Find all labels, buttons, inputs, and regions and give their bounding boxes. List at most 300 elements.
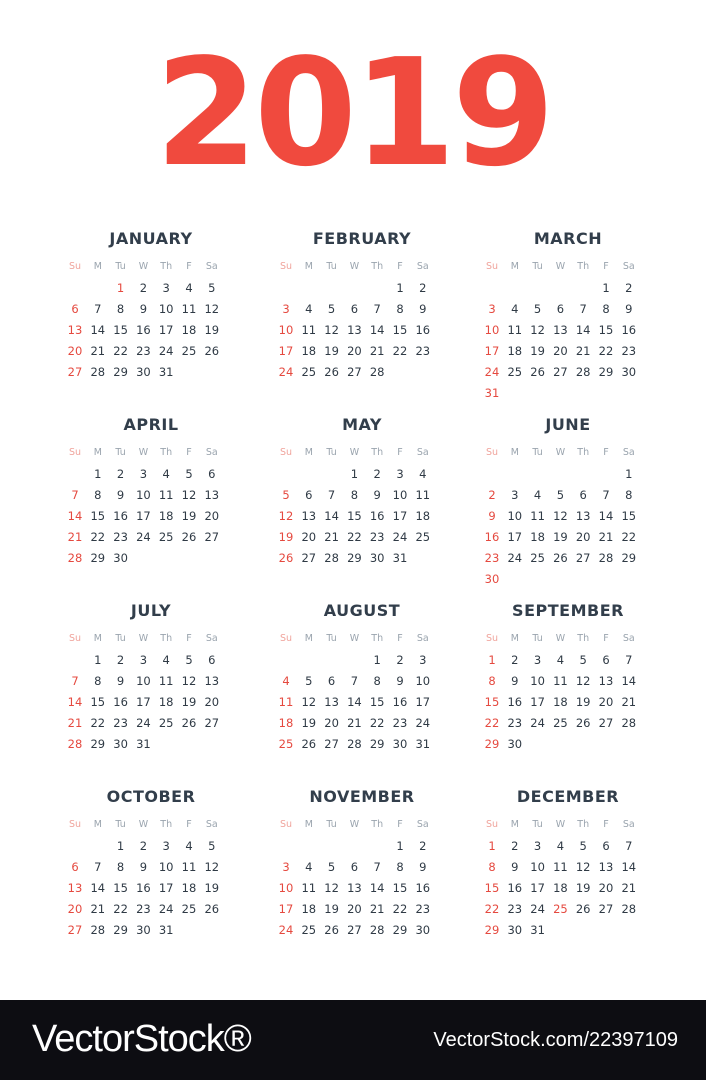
- day-cell: 1: [116, 281, 125, 295]
- day-cell: 13: [204, 488, 220, 502]
- weekday-header: M: [304, 261, 313, 272]
- weekday-header: Su: [68, 819, 82, 830]
- day-cell: 29: [598, 365, 614, 379]
- weekday-header: M: [510, 633, 519, 644]
- day-cell: 22: [113, 902, 128, 916]
- day-cell: 14: [369, 323, 385, 337]
- month-6: [484, 412, 649, 608]
- weekday-header: Th: [577, 447, 590, 458]
- day-cell: 19: [530, 344, 545, 358]
- day-cell: 25: [158, 530, 174, 544]
- day-cell: 6: [71, 860, 79, 874]
- day-cell: 15: [484, 695, 500, 709]
- day-cell: 30: [113, 551, 128, 565]
- day-cell: 19: [301, 716, 317, 730]
- day-cell: 20: [553, 344, 568, 358]
- day-cell: 4: [533, 488, 542, 502]
- day-cell: 5: [185, 653, 193, 667]
- weekday-header: Su: [485, 261, 499, 272]
- day-cell: 12: [181, 488, 197, 502]
- day-cell: 14: [67, 509, 83, 523]
- day-grid: [278, 810, 443, 980]
- weekday-header: F: [603, 633, 609, 644]
- month-7: [67, 598, 232, 794]
- weekday-header: Su: [485, 819, 499, 830]
- weekday-header: M: [93, 447, 102, 458]
- weekday-header: Sa: [622, 633, 635, 644]
- day-cell: 26: [301, 737, 317, 751]
- month-name: FEBRUARY: [312, 229, 412, 248]
- weekday-header: Su: [485, 447, 499, 458]
- day-cell: 2: [419, 839, 427, 853]
- day-cell: 15: [347, 509, 362, 523]
- day-cell: 4: [162, 467, 170, 481]
- weekday-header: Su: [279, 261, 293, 272]
- day-cell: 8: [373, 674, 381, 688]
- day-cell: 19: [204, 881, 220, 895]
- day-cell: 7: [373, 302, 381, 316]
- day-cell: 17: [158, 323, 174, 337]
- day-cell: 4: [511, 302, 519, 316]
- day-cell: 3: [533, 653, 542, 667]
- month-4: [67, 412, 232, 608]
- day-cell: 1: [94, 467, 102, 481]
- month-12: [484, 784, 649, 980]
- day-cell: 1: [625, 467, 633, 481]
- day-cell: 12: [324, 881, 339, 895]
- day-cell: 9: [511, 674, 519, 688]
- day-cell: 10: [278, 323, 294, 337]
- weekday-header: Tu: [115, 819, 126, 830]
- day-cell: 23: [369, 530, 385, 544]
- day-cell: 13: [324, 695, 339, 709]
- day-cell: 24: [278, 923, 294, 937]
- day-cell: 17: [158, 881, 174, 895]
- weekday-header: W: [555, 633, 566, 644]
- day-cell: 21: [324, 530, 339, 544]
- weekday-header: Th: [371, 447, 384, 458]
- day-cell: 11: [415, 488, 431, 502]
- day-cell: 13: [347, 881, 362, 895]
- day-cell: 29: [347, 551, 362, 565]
- day-cell: 28: [575, 365, 591, 379]
- day-cell: 16: [136, 323, 151, 337]
- weekday-header: Sa: [205, 261, 218, 272]
- month-name: JUNE: [545, 415, 591, 434]
- day-cell: 21: [369, 344, 385, 358]
- day-cell: 27: [324, 737, 339, 751]
- day-cell: 28: [347, 737, 362, 751]
- day-cell: 25: [301, 923, 317, 937]
- weekday-header: Tu: [115, 261, 126, 272]
- day-grid: [278, 252, 443, 422]
- weekday-header: Th: [371, 819, 384, 830]
- weekday-header: W: [349, 261, 360, 272]
- day-cell: 27: [67, 923, 83, 937]
- day-cell: 19: [278, 530, 294, 544]
- weekday-header: M: [93, 633, 102, 644]
- day-cell: 7: [350, 674, 359, 688]
- weekday-header: Th: [577, 819, 590, 830]
- day-cell: 9: [116, 488, 125, 502]
- day-cell: 19: [181, 509, 197, 523]
- weekday-header: Sa: [416, 633, 429, 644]
- day-cell: 16: [507, 881, 523, 895]
- day-cell: 7: [94, 860, 102, 874]
- day-cell: 18: [181, 881, 197, 895]
- day-cell: 2: [625, 281, 633, 295]
- month-name: MARCH: [533, 229, 603, 248]
- day-cell: 15: [621, 509, 637, 523]
- day-cell: 7: [71, 674, 79, 688]
- day-cell: 29: [113, 923, 128, 937]
- weekday-header: Sa: [205, 633, 218, 644]
- day-cell: 19: [324, 344, 339, 358]
- day-cell: 8: [602, 302, 610, 316]
- day-cell: 22: [392, 902, 408, 916]
- day-cell: 25: [553, 716, 568, 730]
- day-cell: 5: [208, 281, 216, 295]
- weekday-header: W: [349, 633, 360, 644]
- day-cell: 26: [553, 551, 568, 565]
- day-cell: 13: [301, 509, 317, 523]
- day-cell: 1: [396, 839, 404, 853]
- day-cell: 14: [90, 323, 106, 337]
- day-cell: 28: [369, 923, 385, 937]
- day-cell: 28: [621, 902, 637, 916]
- day-cell: 23: [507, 902, 523, 916]
- day-cell: 15: [369, 695, 385, 709]
- day-cell: 7: [71, 488, 79, 502]
- weekday-header: Th: [577, 633, 590, 644]
- day-cell: 10: [392, 488, 408, 502]
- day-cell: 11: [181, 302, 197, 316]
- day-cell: 7: [625, 839, 633, 853]
- day-cell: 9: [419, 860, 427, 874]
- day-cell: 3: [396, 467, 404, 481]
- day-cell: 16: [484, 530, 500, 544]
- day-cell: 25: [158, 716, 174, 730]
- day-cell: 22: [484, 902, 500, 916]
- day-cell: 5: [185, 467, 193, 481]
- day-cell: 23: [113, 530, 128, 544]
- day-cell: 6: [602, 839, 610, 853]
- day-cell: 16: [415, 881, 431, 895]
- day-cell: 12: [553, 509, 568, 523]
- day-cell: 11: [181, 860, 197, 874]
- day-cell: 1: [488, 653, 496, 667]
- day-cell: 8: [116, 302, 125, 316]
- day-cell: 10: [484, 323, 500, 337]
- month-name: NOVEMBER: [309, 787, 415, 806]
- day-cell: 6: [350, 302, 359, 316]
- day-cell: 1: [396, 281, 404, 295]
- month-name: OCTOBER: [106, 787, 196, 806]
- day-cell: 3: [139, 467, 148, 481]
- day-cell: 31: [136, 737, 151, 751]
- day-cell: 21: [347, 716, 362, 730]
- day-cell: 24: [484, 365, 500, 379]
- day-cell: 12: [204, 860, 220, 874]
- day-cell: 26: [324, 365, 339, 379]
- day-cell: 25: [415, 530, 431, 544]
- day-cell: 17: [530, 695, 545, 709]
- weekday-header: W: [555, 819, 566, 830]
- day-cell: 29: [484, 737, 500, 751]
- day-cell: 27: [598, 902, 614, 916]
- day-cell: 14: [324, 509, 339, 523]
- day-cell: 28: [67, 551, 83, 565]
- day-cell: 16: [415, 323, 431, 337]
- day-cell: 18: [507, 344, 523, 358]
- weekday-header: M: [93, 819, 102, 830]
- day-cell: 14: [621, 674, 637, 688]
- month-name: AUGUST: [323, 601, 401, 620]
- day-cell: 9: [116, 674, 125, 688]
- day-cell: 18: [301, 902, 317, 916]
- day-cell: 22: [369, 716, 385, 730]
- day-cell: 17: [278, 344, 294, 358]
- day-cell: 8: [350, 488, 359, 502]
- day-cell: 22: [347, 530, 362, 544]
- day-cell: 24: [507, 551, 523, 565]
- day-cell: 20: [324, 716, 339, 730]
- day-cell: 13: [553, 323, 568, 337]
- weekday-header: Tu: [532, 261, 543, 272]
- day-cell: 24: [158, 902, 174, 916]
- day-cell: 14: [598, 509, 614, 523]
- weekday-header: Th: [160, 633, 173, 644]
- day-cell: 6: [305, 488, 313, 502]
- day-cell: 4: [185, 281, 193, 295]
- day-cell: 12: [301, 695, 317, 709]
- weekday-header: Sa: [416, 261, 429, 272]
- day-cell: 30: [113, 737, 128, 751]
- day-cell: 14: [90, 881, 106, 895]
- day-cell: 6: [556, 302, 565, 316]
- day-cell: 20: [347, 902, 362, 916]
- day-cell: 2: [511, 653, 519, 667]
- weekday-header: W: [349, 447, 360, 458]
- day-cell: 7: [373, 860, 381, 874]
- day-cell: 29: [621, 551, 637, 565]
- day-cell: 31: [392, 551, 408, 565]
- month-11: [278, 784, 443, 980]
- weekday-header: W: [349, 819, 360, 830]
- weekday-header: Th: [160, 261, 173, 272]
- day-cell: 8: [94, 674, 102, 688]
- day-cell: 16: [621, 323, 637, 337]
- weekday-header: Sa: [205, 819, 218, 830]
- day-cell: 4: [185, 839, 193, 853]
- month-name: SEPTEMBER: [512, 601, 624, 620]
- day-cell: 14: [621, 860, 637, 874]
- day-cell: 5: [305, 674, 313, 688]
- day-cell: 14: [575, 323, 591, 337]
- day-cell: 4: [305, 302, 313, 316]
- day-cell: 3: [419, 653, 427, 667]
- day-cell: 19: [324, 902, 339, 916]
- day-cell: 2: [488, 488, 496, 502]
- day-cell: 19: [575, 695, 591, 709]
- day-cell: 16: [113, 695, 128, 709]
- day-cell: 22: [484, 716, 500, 730]
- day-cell: 7: [579, 302, 587, 316]
- weekday-header: Sa: [416, 819, 429, 830]
- day-cell: 16: [136, 881, 151, 895]
- weekday-header: W: [138, 633, 149, 644]
- day-cell: 26: [204, 344, 220, 358]
- day-cell: 15: [392, 881, 408, 895]
- day-cell: 5: [556, 488, 565, 502]
- day-cell: 10: [507, 509, 523, 523]
- day-cell: 27: [204, 716, 220, 730]
- day-cell: 15: [392, 323, 408, 337]
- day-cell: 29: [392, 923, 408, 937]
- weekday-header: F: [397, 261, 403, 272]
- day-cell: 4: [556, 653, 565, 667]
- day-cell: 30: [484, 572, 500, 586]
- day-cell: 5: [579, 653, 587, 667]
- weekday-header: Su: [485, 633, 499, 644]
- day-cell: 6: [350, 860, 359, 874]
- weekday-header: W: [138, 447, 149, 458]
- day-cell: 13: [575, 509, 591, 523]
- weekday-header: M: [304, 447, 313, 458]
- day-cell: 21: [67, 530, 83, 544]
- day-cell: 13: [67, 323, 83, 337]
- weekday-header: F: [603, 261, 609, 272]
- day-cell: 22: [392, 344, 408, 358]
- day-cell: 11: [553, 674, 568, 688]
- day-grid: [484, 252, 649, 422]
- day-cell: 6: [602, 653, 610, 667]
- day-cell: 24: [530, 902, 545, 916]
- day-cell: 30: [392, 737, 408, 751]
- day-cell: 31: [415, 737, 431, 751]
- brand-logo: VectorStock®: [32, 1018, 251, 1060]
- weekday-header: F: [397, 633, 403, 644]
- footer-bar: [0, 1000, 706, 1080]
- day-cell: 14: [67, 695, 83, 709]
- weekday-header: Th: [160, 447, 173, 458]
- day-cell: 28: [598, 551, 614, 565]
- day-cell: 8: [625, 488, 633, 502]
- day-cell: 25: [181, 344, 197, 358]
- day-grid: [484, 810, 649, 980]
- day-cell: 3: [162, 281, 170, 295]
- day-cell: 6: [208, 653, 216, 667]
- day-cell: 20: [67, 902, 83, 916]
- weekday-header: M: [510, 447, 519, 458]
- month-2: [278, 226, 443, 422]
- day-cell: 10: [530, 860, 545, 874]
- day-cell: 6: [579, 488, 587, 502]
- month-9: [484, 598, 649, 794]
- weekday-header: Tu: [532, 447, 543, 458]
- day-cell: 23: [415, 344, 431, 358]
- day-cell: 31: [158, 365, 174, 379]
- day-cell: 12: [530, 323, 545, 337]
- day-cell: 4: [282, 674, 290, 688]
- weekday-header: F: [186, 261, 192, 272]
- weekday-header: Tu: [326, 447, 337, 458]
- day-cell: 6: [327, 674, 336, 688]
- day-cell: 29: [113, 365, 128, 379]
- day-cell: 23: [507, 716, 523, 730]
- day-cell: 19: [204, 323, 220, 337]
- weekday-header: Su: [279, 819, 293, 830]
- day-grid: [278, 624, 443, 794]
- day-cell: 8: [396, 302, 404, 316]
- day-cell: 15: [598, 323, 614, 337]
- day-cell: 12: [181, 674, 197, 688]
- day-cell: 15: [113, 881, 128, 895]
- day-cell: 10: [415, 674, 431, 688]
- day-cell: 13: [598, 674, 614, 688]
- month-name: DECEMBER: [516, 787, 620, 806]
- day-grid: [67, 252, 232, 422]
- weekday-header: Su: [68, 633, 82, 644]
- day-cell: 12: [575, 860, 591, 874]
- day-cell: 23: [392, 716, 408, 730]
- weekday-header: Sa: [622, 261, 635, 272]
- weekday-header: Sa: [416, 447, 429, 458]
- day-cell: 10: [136, 674, 151, 688]
- day-cell: 18: [415, 509, 431, 523]
- day-cell: 26: [181, 530, 197, 544]
- day-grid: [67, 624, 232, 794]
- day-cell: 31: [158, 923, 174, 937]
- day-cell: 26: [575, 716, 591, 730]
- day-cell: 7: [602, 488, 610, 502]
- weekday-header: Th: [371, 633, 384, 644]
- day-cell: 17: [392, 509, 408, 523]
- day-cell: 27: [67, 365, 83, 379]
- day-cell: 23: [136, 902, 151, 916]
- weekday-header: F: [603, 819, 609, 830]
- day-cell: 21: [621, 695, 637, 709]
- day-grid: [67, 810, 232, 980]
- day-cell: 26: [181, 716, 197, 730]
- day-cell: 24: [136, 716, 151, 730]
- day-cell: 20: [67, 344, 83, 358]
- day-cell: 5: [282, 488, 290, 502]
- day-cell: 12: [575, 674, 591, 688]
- day-cell: 10: [158, 302, 174, 316]
- weekday-header: W: [138, 261, 149, 272]
- day-cell: 10: [136, 488, 151, 502]
- day-cell: 18: [553, 881, 568, 895]
- day-cell: 1: [94, 653, 102, 667]
- day-cell: 1: [373, 653, 381, 667]
- weekday-header: W: [555, 261, 566, 272]
- day-cell: 27: [301, 551, 317, 565]
- day-cell: 30: [136, 365, 151, 379]
- day-cell: 18: [301, 344, 317, 358]
- day-cell: 31: [484, 386, 500, 400]
- day-cell: 8: [488, 860, 496, 874]
- day-cell: 17: [278, 902, 294, 916]
- weekday-header: F: [186, 447, 192, 458]
- day-cell: 17: [484, 344, 500, 358]
- day-grid: [278, 438, 443, 608]
- day-cell: 24: [415, 716, 431, 730]
- weekday-header: F: [186, 819, 192, 830]
- day-cell: 21: [598, 530, 614, 544]
- day-cell: 8: [396, 860, 404, 874]
- day-cell: 10: [530, 674, 545, 688]
